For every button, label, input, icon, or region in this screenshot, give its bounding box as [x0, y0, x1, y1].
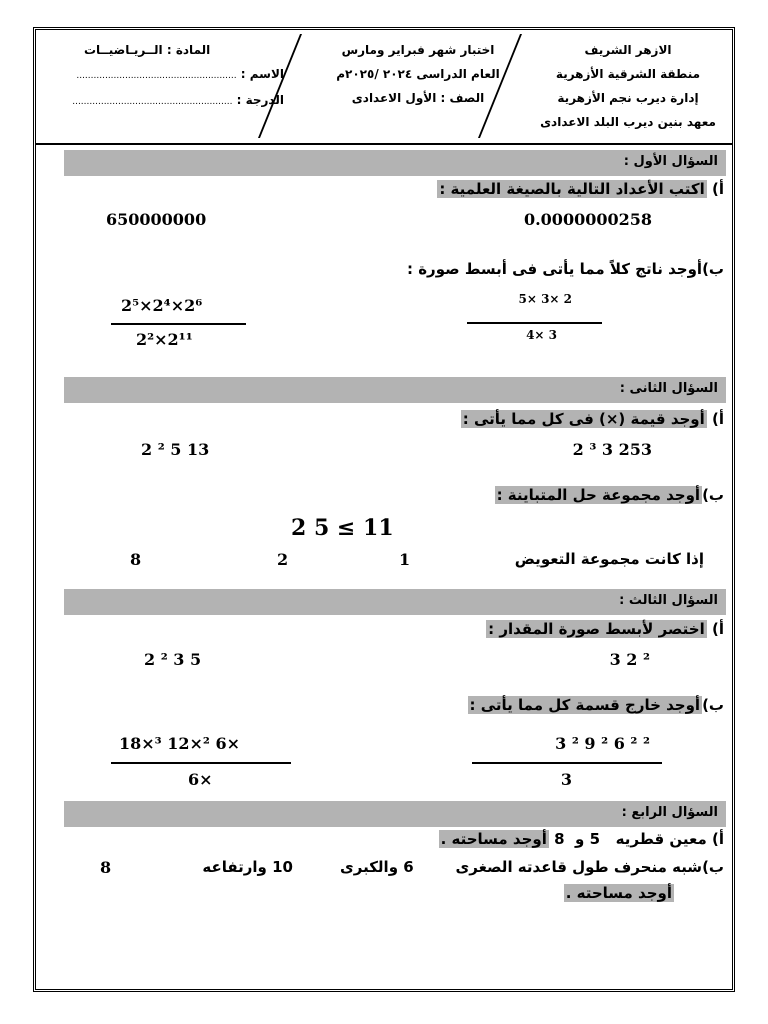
- grade-label: الدرجة :: [236, 93, 284, 107]
- q1-fraction-1-numerator: 5× 3× 2: [518, 292, 572, 306]
- student-info: [44, 38, 284, 114]
- q2-part-b: ب)أوجد مجموعة حل المتباينة :: [496, 486, 724, 504]
- question-3-bar: [64, 589, 726, 615]
- question-1-bar: [64, 150, 726, 176]
- q3-fraction-2-denominator: 6×: [188, 770, 213, 789]
- fraction-bar: [472, 762, 662, 764]
- fraction-bar: [111, 323, 246, 325]
- name-label: الاسم :: [240, 67, 284, 81]
- school-info: [530, 38, 726, 134]
- grade-level: الصف : الأول الاعدادى: [351, 91, 485, 105]
- exam-header: [36, 30, 732, 145]
- q1-number-2: 650000000: [106, 210, 207, 229]
- q4-height-value: 8: [100, 858, 112, 877]
- q2-part-a: أ) أوجد قيمة (×) فى كل مما يأتى :: [462, 410, 724, 428]
- q3-expression-2: 2 ² 3 5: [144, 650, 202, 669]
- q1-part-b: ب)أوجد ناتج كلاً مما يأتى فى أبسط صورة :: [406, 260, 724, 278]
- question-4-bar: [64, 801, 726, 827]
- academic-year: العام الدراسى ٢٠٢٤ /٢٠٢٥م: [336, 67, 500, 81]
- region-name: منطقة الشرقية الأزهرية: [555, 67, 701, 81]
- q4-part-b: ب)شبه منحرف طول قاعدته الصغرى 6 والكبرى 10 وارتفاعه: [202, 858, 724, 876]
- q3-a-instruction: اختصر لأبسط صورة المقدار :: [488, 620, 705, 638]
- q1-b-instruction: أوجد ناتج كلاً مما يأتى فى أبسط صورة :: [406, 260, 703, 278]
- grade-field[interactable]: ........................................................: [72, 97, 233, 107]
- q2-set-value: 1: [399, 550, 411, 569]
- q2-set-value: 8: [130, 550, 142, 569]
- exam-info: [318, 38, 518, 110]
- q1-fraction-2-denominator: 2²×2¹¹: [136, 330, 193, 349]
- q3-expression-1: 3 2 ²: [609, 650, 650, 669]
- q4-b-end: أوجد مساحته .: [565, 884, 672, 902]
- q4-part-a: أ) معين قطريه 5 و 8 أوجد مساحته .: [440, 830, 724, 848]
- subject-label: المادة : الــريـاضيــات: [84, 43, 211, 57]
- institution-name: الازهر الشريف: [584, 43, 672, 57]
- q1-a-instruction: اكتب الأعداد التالية بالصيغة العلمية :: [439, 180, 705, 198]
- q2-substitution-text: إذا كانت مجموعة التعويض: [514, 550, 704, 568]
- q3-fraction-1-denominator: 3: [560, 770, 572, 789]
- fraction-bar: [467, 322, 602, 324]
- q2-a-instruction: أوجد قيمة (×) فى كل مما يأتى :: [462, 410, 705, 428]
- exam-title: اختبار شهر فبراير ومارس: [341, 43, 495, 57]
- q2-set-value: 2: [277, 550, 289, 569]
- q2-equation-2: 2 ² 5 13: [141, 440, 210, 459]
- q1-part-a: أ) اكتب الأعداد التالية بالصيغة العلمية :: [439, 180, 724, 198]
- q3-part-a: أ) اختصر لأبسط صورة المقدار :: [488, 620, 724, 638]
- administration-name: إدارة ديرب نجم الأزهرية: [557, 91, 699, 105]
- q2-b-instruction: أوجد مجموعة حل المتباينة :: [496, 486, 701, 504]
- school-name: معهد بنين ديرب البلد الاعدادى: [540, 115, 716, 129]
- question-4-title: السؤال الرابع :: [621, 805, 718, 820]
- question-2-title: السؤال الثانى :: [619, 381, 718, 396]
- exam-frame: [33, 27, 735, 992]
- fraction-bar: [111, 762, 291, 764]
- q2-inequality: 2 5 ≤ 11: [291, 515, 394, 541]
- q3-fraction-2-numerator: 18×³ 12×² 6×: [119, 734, 241, 753]
- name-field[interactable]: ........................................................: [76, 71, 237, 81]
- q1-fraction-1-denominator: 4× 3: [526, 328, 557, 342]
- question-3-title: السؤال الثالث :: [619, 593, 718, 608]
- q1-number-1: 0.0000000258: [523, 210, 652, 229]
- question-1-title: السؤال الأول :: [623, 154, 718, 169]
- q2-equation-1: 2 ³ 3 253: [572, 440, 652, 459]
- q3-fraction-1-numerator: 3 ² 9 ² 6 ² ²: [555, 734, 650, 753]
- q3-part-b: ب)أوجد خارج قسمة كل مما يأتى :: [469, 696, 724, 714]
- question-2-bar: [64, 377, 726, 403]
- q3-b-instruction: أوجد خارج قسمة كل مما يأتى :: [469, 696, 701, 714]
- q1-fraction-2-numerator: 2⁵×2⁴×2⁶: [121, 296, 203, 315]
